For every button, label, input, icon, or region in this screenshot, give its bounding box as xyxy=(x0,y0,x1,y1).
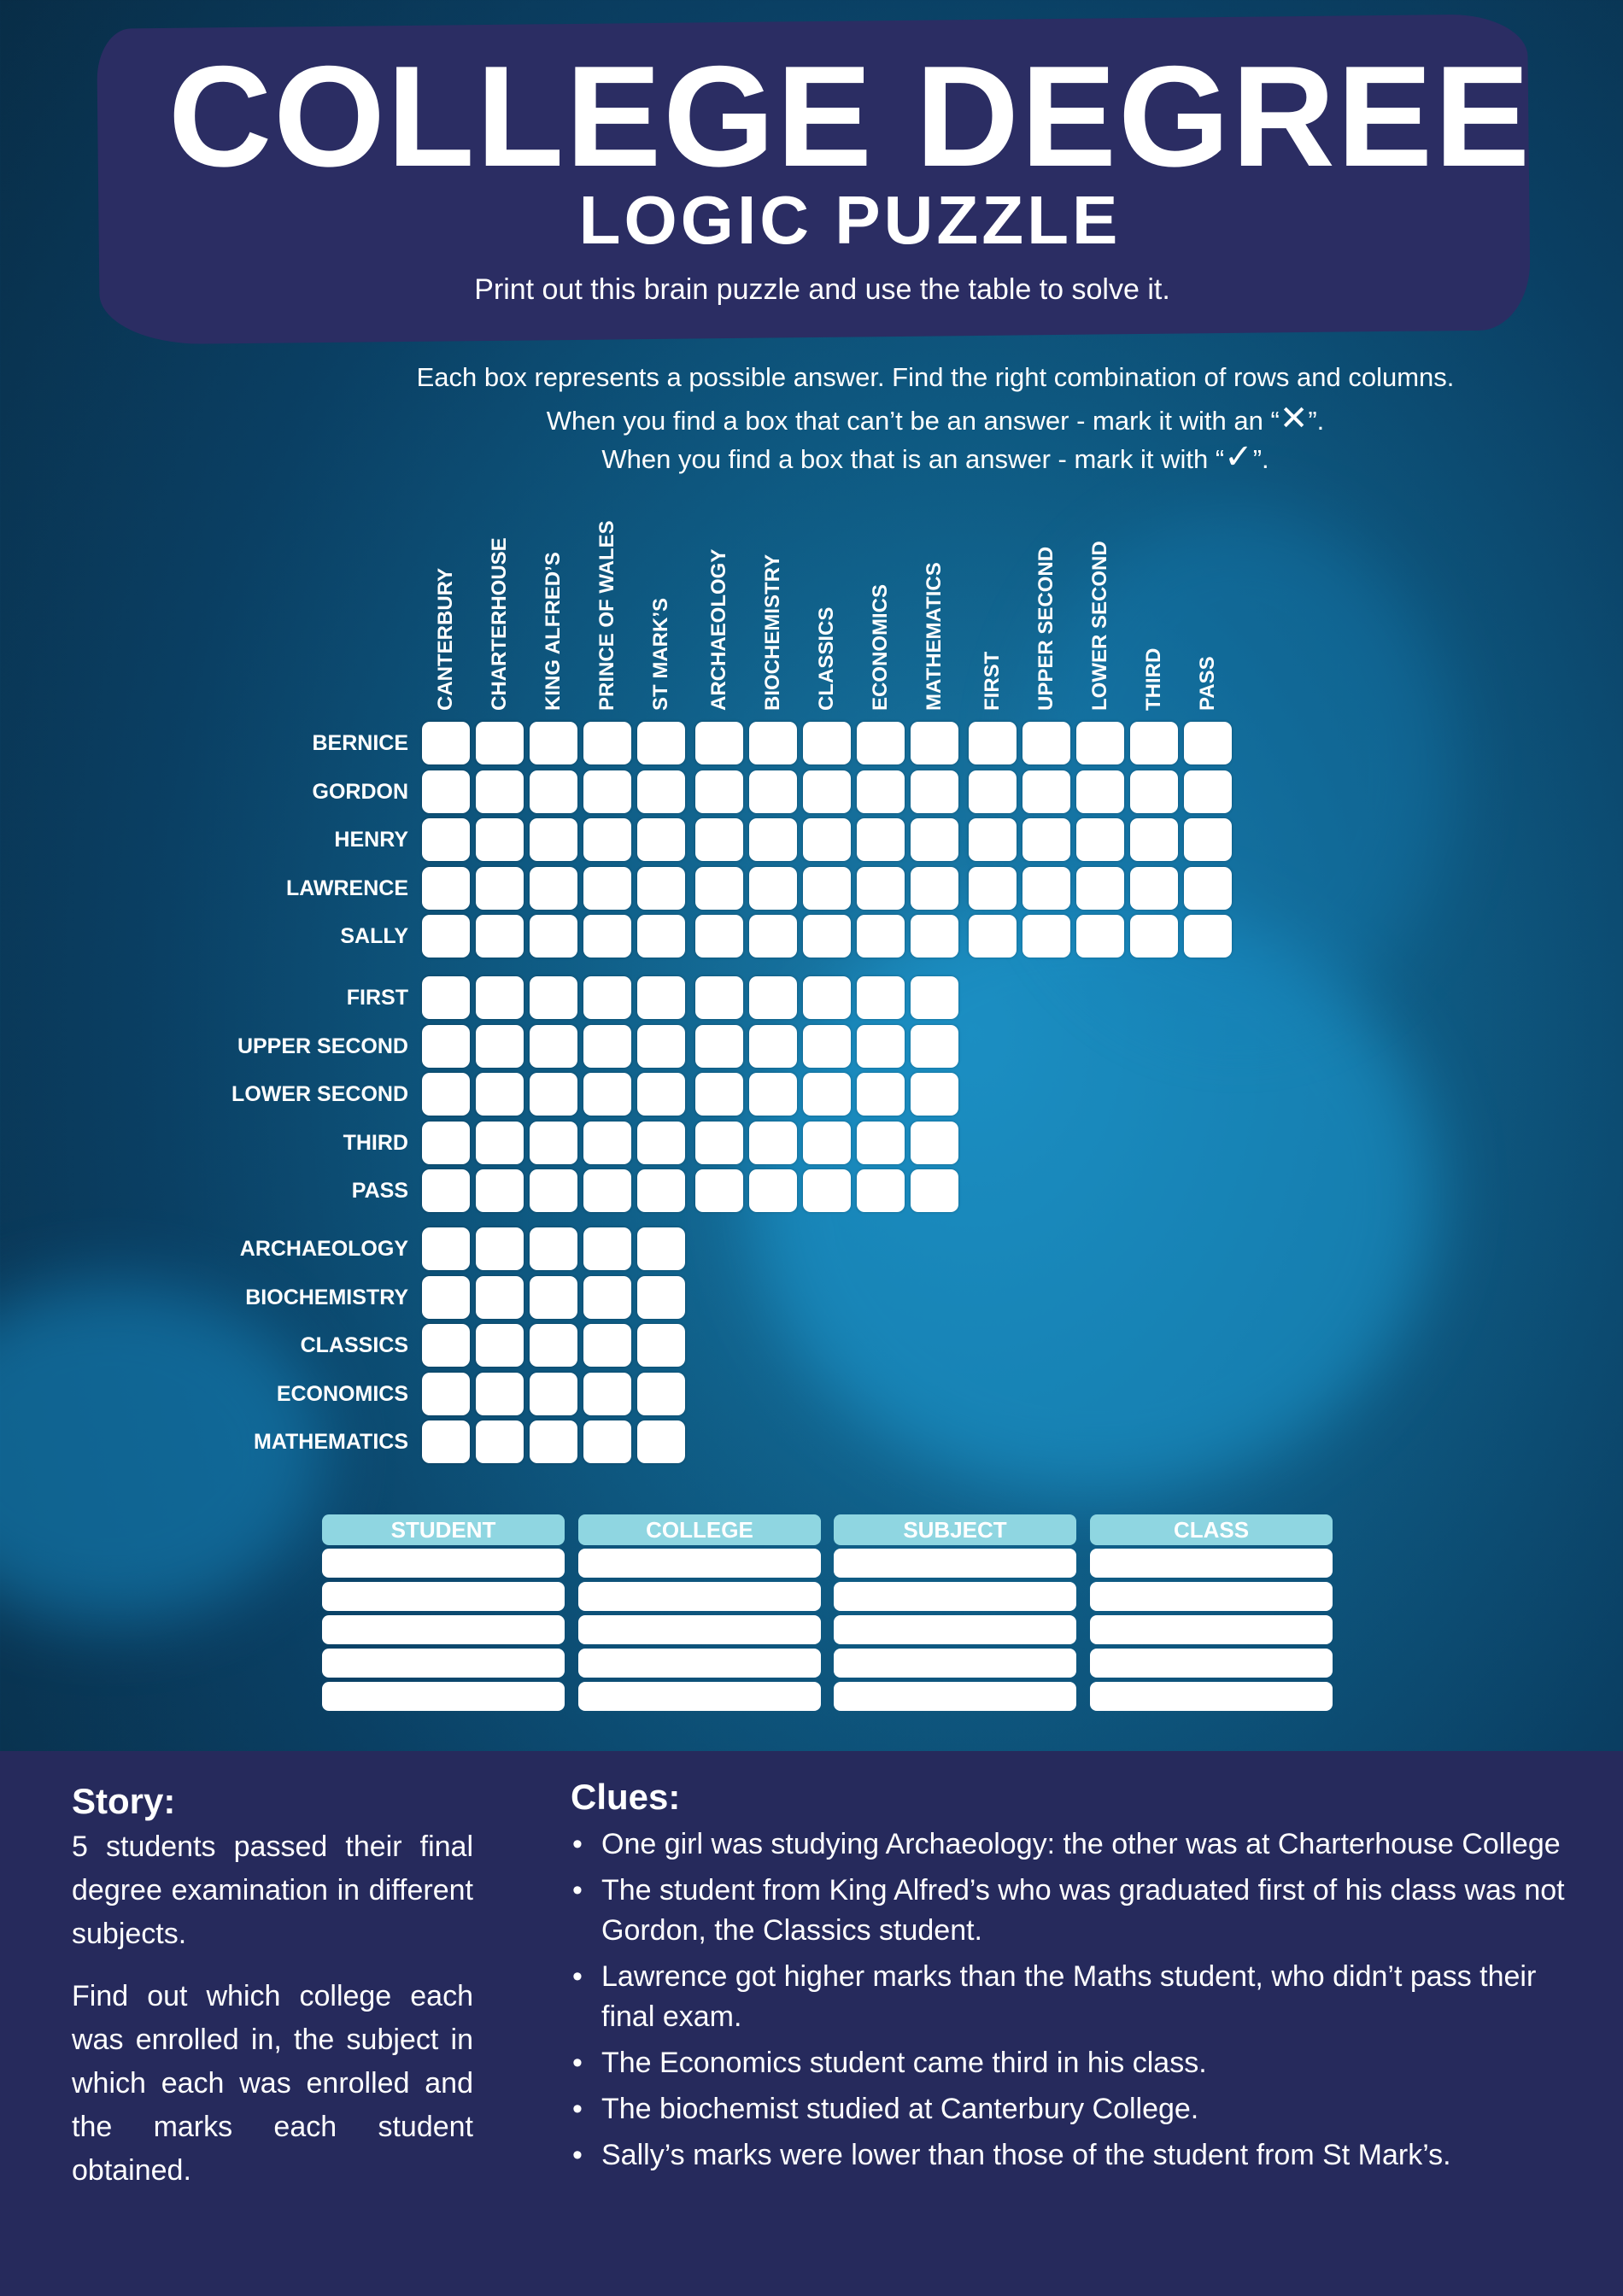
grid-cell[interactable] xyxy=(857,976,905,1019)
grid-cell[interactable] xyxy=(422,1276,470,1319)
answer-field[interactable] xyxy=(1090,1549,1333,1578)
column-header-subject: ECONOMICS xyxy=(869,583,892,711)
grid-cell[interactable] xyxy=(857,1169,905,1212)
story-paragraph: Find out which college each was enrolled in, the subject in which each was enrolled and the marks each student obtained. xyxy=(72,1980,473,2187)
answer-column-header: COLLEGE xyxy=(578,1514,821,1545)
check-mark-icon: ✓ xyxy=(1224,438,1253,476)
grid-cell[interactable] xyxy=(637,1122,685,1164)
grid-cell[interactable] xyxy=(911,770,958,813)
grid-cell[interactable] xyxy=(911,976,958,1019)
clue-item: • One girl was studying Archaeology: the other was at Charterhouse College xyxy=(571,1824,1579,1865)
column-header-college: CHARTERHOUSE xyxy=(488,537,511,711)
instruction-cross-line xyxy=(0,401,1623,436)
grid-cell[interactable] xyxy=(422,1420,470,1463)
column-header-class: LOWER SECOND xyxy=(1088,541,1111,711)
grid-cell[interactable] xyxy=(1022,818,1070,861)
grid-cell[interactable] xyxy=(637,1169,685,1212)
answer-field[interactable] xyxy=(322,1649,565,1678)
grid-cell[interactable] xyxy=(969,818,1017,861)
grid-cell[interactable] xyxy=(911,722,958,764)
grid-cell[interactable] xyxy=(695,1025,743,1068)
grid-cell[interactable] xyxy=(422,722,470,764)
grid-cell[interactable] xyxy=(637,1373,685,1415)
grid-cell[interactable] xyxy=(476,1276,524,1319)
grid-cell[interactable] xyxy=(803,1073,851,1116)
grid-cell[interactable] xyxy=(749,722,797,764)
grid-cell[interactable] xyxy=(583,1324,631,1367)
answer-field[interactable] xyxy=(322,1615,565,1644)
page-subtitle: LOGIC PUZZLE xyxy=(578,182,1122,258)
instruction-text: ”. xyxy=(1252,444,1269,474)
grid-cell[interactable] xyxy=(749,1169,797,1212)
grid-cell[interactable] xyxy=(1184,770,1232,813)
grid-cell[interactable] xyxy=(695,1073,743,1116)
column-header-college: CANTERBURY xyxy=(434,567,457,711)
row-label-class: THIRD xyxy=(343,1130,408,1155)
grid-cell[interactable] xyxy=(583,770,631,813)
grid-cell[interactable] xyxy=(1076,915,1124,958)
grid-cell[interactable] xyxy=(422,915,470,958)
grid-cell[interactable] xyxy=(422,770,470,813)
grid-cell[interactable] xyxy=(749,867,797,910)
answer-field[interactable] xyxy=(834,1649,1076,1678)
grid-cell[interactable] xyxy=(530,770,577,813)
answer-column-header: CLASS xyxy=(1090,1514,1333,1545)
grid-cell[interactable] xyxy=(422,1073,470,1116)
grid-cell[interactable] xyxy=(583,1073,631,1116)
grid-cell[interactable] xyxy=(530,1373,577,1415)
grid-cell[interactable] xyxy=(637,818,685,861)
instruction-check-line xyxy=(0,440,1623,474)
grid-cell[interactable] xyxy=(476,1073,524,1116)
grid-cell[interactable] xyxy=(476,1324,524,1367)
grid-cell[interactable] xyxy=(1022,867,1070,910)
answer-field[interactable] xyxy=(578,1682,821,1711)
column-header-subject: ARCHAEOLOGY xyxy=(707,548,730,711)
clue-item: • Lawrence got higher marks than the Maths student, who didn’t pass their final exam. xyxy=(571,1957,1579,2037)
column-header-college: KING ALFRED’S xyxy=(542,552,565,711)
grid-cell[interactable] xyxy=(530,1324,577,1367)
grid-cell[interactable] xyxy=(637,976,685,1019)
tagline: Print out this brain puzzle and use the table to solve it. xyxy=(474,273,1170,306)
clue-item: • The Economics student came third in his class. xyxy=(571,2043,1579,2083)
grid-cell[interactable] xyxy=(749,976,797,1019)
grid-cell[interactable] xyxy=(803,770,851,813)
column-header-college: PRINCE OF WALES xyxy=(595,520,618,711)
grid-cell[interactable] xyxy=(422,1227,470,1270)
grid-cell[interactable] xyxy=(530,1122,577,1164)
grid-cell[interactable] xyxy=(857,770,905,813)
answer-field[interactable] xyxy=(322,1582,565,1611)
grid-cell[interactable] xyxy=(695,1169,743,1212)
grid-cell[interactable] xyxy=(476,867,524,910)
answer-field[interactable] xyxy=(578,1582,821,1611)
grid-cell[interactable] xyxy=(803,915,851,958)
cross-mark-icon: ✕ xyxy=(1279,400,1309,437)
grid-cell[interactable] xyxy=(1076,818,1124,861)
grid-cell[interactable] xyxy=(857,915,905,958)
grid-cell[interactable] xyxy=(530,915,577,958)
answer-field[interactable] xyxy=(834,1582,1076,1611)
grid-cell[interactable] xyxy=(911,867,958,910)
grid-cell[interactable] xyxy=(637,1073,685,1116)
grid-cell[interactable] xyxy=(476,915,524,958)
row-label-subject: CLASSICS xyxy=(300,1333,408,1357)
grid-cell[interactable] xyxy=(583,867,631,910)
grid-cell[interactable] xyxy=(1076,867,1124,910)
instruction-line: Each box represents a possible answer. Find the right combination of rows and columns. xyxy=(416,362,1455,392)
grid-cell[interactable] xyxy=(476,1227,524,1270)
grid-cell[interactable] xyxy=(1022,915,1070,958)
instruction-text: ”. xyxy=(1308,406,1325,436)
grid-cell[interactable] xyxy=(1184,722,1232,764)
grid-cell[interactable] xyxy=(637,1420,685,1463)
clue-item: • Sally’s marks were lower than those of the student from St Mark’s. xyxy=(571,2135,1579,2176)
grid-cell[interactable] xyxy=(857,818,905,861)
clues-heading: Clues: xyxy=(571,1777,681,1817)
grid-cell[interactable] xyxy=(583,1227,631,1270)
answer-field[interactable] xyxy=(834,1615,1076,1644)
grid-cell[interactable] xyxy=(803,818,851,861)
grid-cell[interactable] xyxy=(530,1227,577,1270)
grid-cell[interactable] xyxy=(637,1025,685,1068)
column-header-subject: MATHEMATICS xyxy=(923,562,946,711)
grid-cell[interactable] xyxy=(476,976,524,1019)
story-heading: Story: xyxy=(72,1781,176,1821)
grid-cell[interactable] xyxy=(583,1122,631,1164)
row-label-subject: MATHEMATICS xyxy=(254,1430,408,1454)
grid-cell[interactable] xyxy=(637,1227,685,1270)
clue-item: • The biochemist studied at Canterbury College. xyxy=(571,2089,1579,2129)
grid-cell[interactable] xyxy=(695,976,743,1019)
answer-field[interactable] xyxy=(1090,1615,1333,1644)
grid-cell[interactable] xyxy=(637,770,685,813)
grid-cell[interactable] xyxy=(476,1025,524,1068)
grid-cell[interactable] xyxy=(422,1122,470,1164)
grid-cell[interactable] xyxy=(803,1169,851,1212)
grid-cell[interactable] xyxy=(695,770,743,813)
row-label-student: SALLY xyxy=(340,924,408,948)
grid-cell[interactable] xyxy=(422,1324,470,1367)
grid-cell[interactable] xyxy=(1130,867,1178,910)
grid-cell[interactable] xyxy=(476,1373,524,1415)
answer-column-header: STUDENT xyxy=(322,1514,565,1545)
grid-cell[interactable] xyxy=(637,722,685,764)
grid-cell[interactable] xyxy=(695,1122,743,1164)
answer-field[interactable] xyxy=(578,1549,821,1578)
grid-cell[interactable] xyxy=(530,867,577,910)
grid-cell[interactable] xyxy=(1130,915,1178,958)
grid-cell[interactable] xyxy=(749,1025,797,1068)
grid-cell[interactable] xyxy=(1076,722,1124,764)
grid-cell[interactable] xyxy=(695,722,743,764)
grid-cell[interactable] xyxy=(857,1073,905,1116)
grid-cell[interactable] xyxy=(1184,867,1232,910)
grid-cell[interactable] xyxy=(583,1276,631,1319)
grid-cell[interactable] xyxy=(422,976,470,1019)
grid-cell[interactable] xyxy=(530,1420,577,1463)
row-label-student: HENRY xyxy=(334,828,408,852)
grid-cell[interactable] xyxy=(530,976,577,1019)
grid-cell[interactable] xyxy=(749,770,797,813)
column-header-subject: BIOCHEMISTRY xyxy=(761,554,784,711)
answer-field[interactable] xyxy=(834,1549,1076,1578)
grid-cell[interactable] xyxy=(637,1324,685,1367)
grid-cell[interactable] xyxy=(695,915,743,958)
answer-field[interactable] xyxy=(1090,1649,1333,1678)
column-header-class: THIRD xyxy=(1142,647,1165,711)
row-label-subject: ECONOMICS xyxy=(276,1381,408,1406)
row-label-subject: BIOCHEMISTRY xyxy=(245,1285,408,1309)
grid-cell[interactable] xyxy=(530,722,577,764)
grid-cell[interactable] xyxy=(911,1073,958,1116)
clue-item: • The student from King Alfred’s who was graduated first of his class was not Gordon, the Classics student. xyxy=(571,1871,1579,1951)
grid-cell[interactable] xyxy=(911,915,958,958)
grid-cell[interactable] xyxy=(530,1025,577,1068)
answer-field[interactable] xyxy=(578,1615,821,1644)
answer-field[interactable] xyxy=(322,1682,565,1711)
grid-cell[interactable] xyxy=(803,1025,851,1068)
row-label-class: PASS xyxy=(351,1179,408,1203)
grid-cell[interactable] xyxy=(583,818,631,861)
grid-cell[interactable] xyxy=(1184,915,1232,958)
grid-cell[interactable] xyxy=(422,1025,470,1068)
grid-cell[interactable] xyxy=(911,1169,958,1212)
grid-cell[interactable] xyxy=(857,1025,905,1068)
grid-cell[interactable] xyxy=(749,818,797,861)
column-header-college: ST MARK’S xyxy=(649,598,672,711)
grid-cell[interactable] xyxy=(1022,722,1070,764)
grid-cell[interactable] xyxy=(1076,770,1124,813)
story-paragraph: 5 students passed their final degree examination in different subjects. xyxy=(72,1830,473,1950)
grid-cell[interactable] xyxy=(476,818,524,861)
instruction-text: When you find a box that can’t be an answer - mark it with an “ xyxy=(546,406,1280,436)
grid-cell[interactable] xyxy=(530,1073,577,1116)
grid-cell[interactable] xyxy=(530,1276,577,1319)
grid-cell[interactable] xyxy=(695,867,743,910)
grid-cell[interactable] xyxy=(530,1169,577,1212)
grid-cell[interactable] xyxy=(476,722,524,764)
grid-cell[interactable] xyxy=(803,867,851,910)
grid-cell[interactable] xyxy=(749,1122,797,1164)
row-label-class: LOWER SECOND xyxy=(231,1082,408,1106)
grid-cell[interactable] xyxy=(1184,818,1232,861)
page-title: COLLEGE DEGREE xyxy=(167,36,1532,196)
grid-cell[interactable] xyxy=(803,1122,851,1164)
answer-field[interactable] xyxy=(834,1682,1076,1711)
row-label-student: LAWRENCE xyxy=(285,876,408,900)
grid-cell[interactable] xyxy=(695,818,743,861)
grid-cell[interactable] xyxy=(637,1276,685,1319)
grid-cell[interactable] xyxy=(422,1373,470,1415)
grid-cell[interactable] xyxy=(476,770,524,813)
grid-cell[interactable] xyxy=(583,722,631,764)
grid-cell[interactable] xyxy=(803,976,851,1019)
grid-cell[interactable] xyxy=(476,1122,524,1164)
row-label-class: FIRST xyxy=(346,986,408,1010)
answer-column-header: SUBJECT xyxy=(834,1514,1076,1545)
row-label-subject: ARCHAEOLOGY xyxy=(239,1237,408,1261)
grid-cell[interactable] xyxy=(583,976,631,1019)
answer-field[interactable] xyxy=(1090,1682,1333,1711)
answer-field[interactable] xyxy=(322,1549,565,1578)
grid-cell[interactable] xyxy=(749,1073,797,1116)
grid-cell[interactable] xyxy=(857,1122,905,1164)
grid-cell[interactable] xyxy=(803,722,851,764)
grid-cell[interactable] xyxy=(422,818,470,861)
grid-cell[interactable] xyxy=(969,867,1017,910)
row-label-class: UPPER SECOND xyxy=(237,1034,408,1058)
column-header-class: FIRST xyxy=(981,651,1004,711)
grid-cell[interactable] xyxy=(911,1025,958,1068)
grid-cell[interactable] xyxy=(969,722,1017,764)
grid-cell[interactable] xyxy=(476,1420,524,1463)
grid-cell[interactable] xyxy=(1130,770,1178,813)
grid-cell[interactable] xyxy=(422,1169,470,1212)
grid-cell[interactable] xyxy=(637,867,685,910)
grid-cell[interactable] xyxy=(422,867,470,910)
column-header-class: PASS xyxy=(1196,656,1219,711)
grid-cell[interactable] xyxy=(1130,722,1178,764)
grid-cell[interactable] xyxy=(583,1169,631,1212)
grid-cell[interactable] xyxy=(583,1373,631,1415)
answer-field[interactable] xyxy=(1090,1582,1333,1611)
column-header-subject: CLASSICS xyxy=(815,606,838,711)
row-label-student: GORDON xyxy=(312,779,408,804)
grid-cell[interactable] xyxy=(583,1420,631,1463)
grid-cell[interactable] xyxy=(583,915,631,958)
grid-cell[interactable] xyxy=(969,915,1017,958)
grid-cell[interactable] xyxy=(637,915,685,958)
grid-cell[interactable] xyxy=(1022,770,1070,813)
grid-cell[interactable] xyxy=(1130,818,1178,861)
instruction-text: When you find a box that is an answer - mark it with “ xyxy=(601,444,1225,474)
grid-cell[interactable] xyxy=(583,1025,631,1068)
clues-list xyxy=(571,1824,1579,2182)
grid-cell[interactable] xyxy=(857,722,905,764)
grid-cell[interactable] xyxy=(969,770,1017,813)
grid-cell[interactable] xyxy=(530,818,577,861)
grid-cell[interactable] xyxy=(749,915,797,958)
grid-cell[interactable] xyxy=(857,867,905,910)
answer-field[interactable] xyxy=(578,1649,821,1678)
grid-cell[interactable] xyxy=(911,1122,958,1164)
grid-cell[interactable] xyxy=(476,1169,524,1212)
grid-cell[interactable] xyxy=(911,818,958,861)
row-label-student: BERNICE xyxy=(312,731,408,755)
column-header-class: UPPER SECOND xyxy=(1034,546,1058,711)
